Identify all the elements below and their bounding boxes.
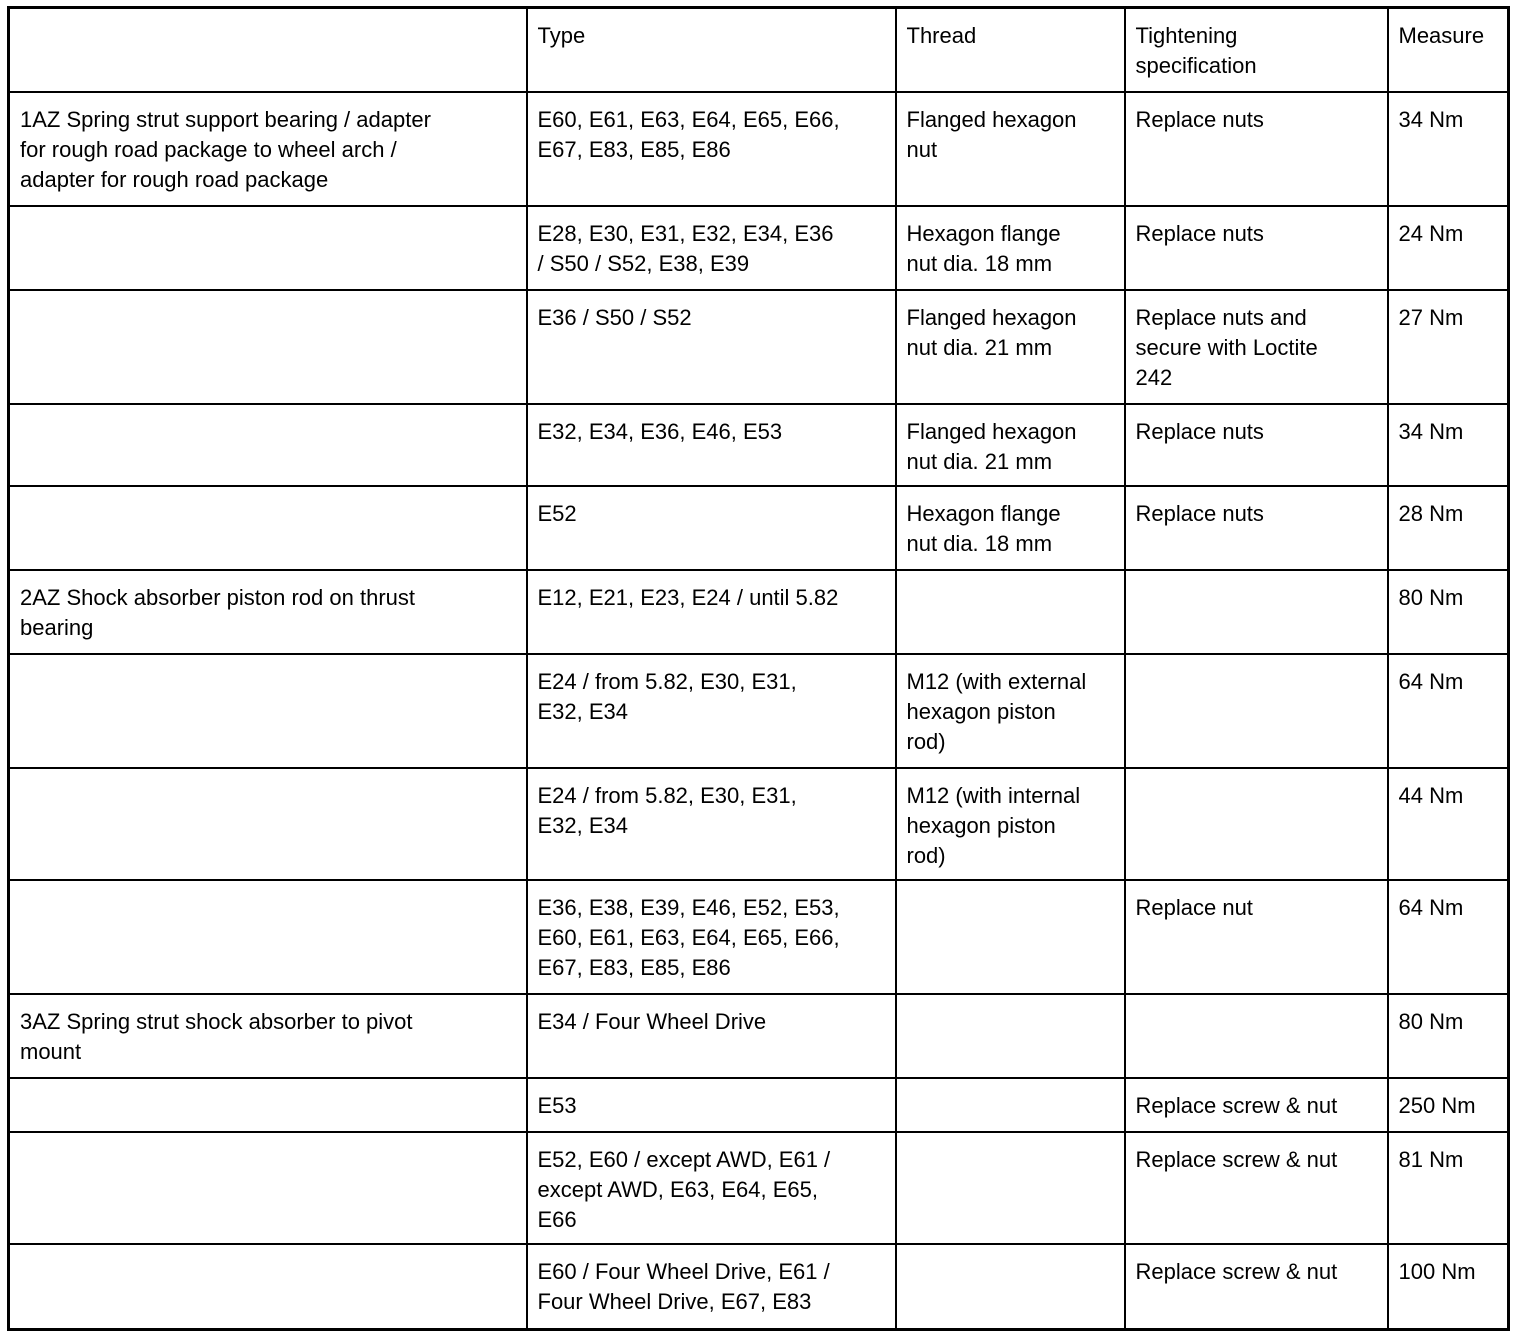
cell-thread: Flanged hexagon nut dia. 21 mm	[896, 404, 1125, 486]
cell-tightening	[1125, 768, 1388, 880]
cell-measure: 24 Nm	[1388, 206, 1509, 290]
cell-description	[9, 486, 527, 570]
table-row	[9, 206, 1509, 290]
cell-thread: Flanged hexagon nut	[896, 92, 1125, 206]
table-row	[9, 994, 1509, 1078]
cell-measure: 250 Nm	[1388, 1078, 1509, 1132]
cell-measure: 100 Nm	[1388, 1244, 1509, 1330]
cell-tightening: Replace nuts	[1125, 92, 1388, 206]
cell-tightening	[1125, 994, 1388, 1078]
table-row	[9, 654, 1509, 768]
cell-description	[9, 768, 527, 880]
cell-description	[9, 1244, 527, 1330]
table-row	[9, 92, 1509, 206]
cell-description	[9, 206, 527, 290]
cell-tightening	[1125, 570, 1388, 654]
table-row	[9, 404, 1509, 486]
cell-tightening: Replace screw & nut	[1125, 1078, 1388, 1132]
cell-measure: 64 Nm	[1388, 654, 1509, 768]
cell-description: 2AZ Shock absorber piston rod on thrust bearing	[9, 570, 527, 654]
table-row	[9, 768, 1509, 880]
cell-type: E36 / S50 / S52	[527, 290, 896, 404]
cell-description	[9, 880, 527, 994]
cell-measure: 64 Nm	[1388, 880, 1509, 994]
cell-thread: M12 (with external hexagon piston rod)	[896, 654, 1125, 768]
cell-description	[9, 654, 527, 768]
cell-thread	[896, 1244, 1125, 1330]
cell-thread: Flanged hexagon nut dia. 21 mm	[896, 290, 1125, 404]
cell-type: E12, E21, E23, E24 / until 5.82	[527, 570, 896, 654]
cell-type: E32, E34, E36, E46, E53	[527, 404, 896, 486]
cell-tightening: Replace nut	[1125, 880, 1388, 994]
cell-type: E36, E38, E39, E46, E52, E53, E60, E61, E63, E64, E65, E66, E67, E83, E85, E86	[527, 880, 896, 994]
cell-thread	[896, 1132, 1125, 1244]
cell-measure: 34 Nm	[1388, 92, 1509, 206]
cell-description	[9, 290, 527, 404]
cell-description	[9, 1078, 527, 1132]
cell-measure: 27 Nm	[1388, 290, 1509, 404]
cell-measure: 28 Nm	[1388, 486, 1509, 570]
torque-spec-table	[7, 6, 1510, 1331]
cell-tightening: Replace nuts	[1125, 404, 1388, 486]
cell-thread: Hexagon flange nut dia. 18 mm	[896, 486, 1125, 570]
cell-type: E34 / Four Wheel Drive	[527, 994, 896, 1078]
cell-thread: M12 (with internal hexagon piston rod)	[896, 768, 1125, 880]
cell-measure: 80 Nm	[1388, 994, 1509, 1078]
cell-thread	[896, 880, 1125, 994]
cell-thread	[896, 1078, 1125, 1132]
cell-description	[9, 404, 527, 486]
cell-tightening: Replace nuts	[1125, 486, 1388, 570]
cell-type: E60, E61, E63, E64, E65, E66, E67, E83, E85, E86	[527, 92, 896, 206]
header-description	[9, 8, 527, 92]
header-measure: Measure	[1388, 8, 1509, 92]
cell-type: E28, E30, E31, E32, E34, E36 / S50 / S52, E38, E39	[527, 206, 896, 290]
table-row	[9, 1078, 1509, 1132]
cell-tightening: Replace nuts	[1125, 206, 1388, 290]
cell-measure: 81 Nm	[1388, 1132, 1509, 1244]
cell-tightening: Replace nuts and secure with Loctite 242	[1125, 290, 1388, 404]
table-header-row	[9, 8, 1509, 92]
cell-measure: 34 Nm	[1388, 404, 1509, 486]
cell-type: E53	[527, 1078, 896, 1132]
cell-type: E24 / from 5.82, E30, E31, E32, E34	[527, 768, 896, 880]
cell-description: 3AZ Spring strut shock absorber to pivot mount	[9, 994, 527, 1078]
cell-type: E24 / from 5.82, E30, E31, E32, E34	[527, 654, 896, 768]
header-tightening: Tightening specification	[1125, 8, 1388, 92]
table-row	[9, 570, 1509, 654]
cell-thread	[896, 994, 1125, 1078]
cell-thread: Hexagon flange nut dia. 18 mm	[896, 206, 1125, 290]
cell-type: E52, E60 / except AWD, E61 / except AWD, E63, E64, E65, E66	[527, 1132, 896, 1244]
cell-tightening: Replace screw & nut	[1125, 1244, 1388, 1330]
cell-measure: 44 Nm	[1388, 768, 1509, 880]
header-thread: Thread	[896, 8, 1125, 92]
cell-description	[9, 1132, 527, 1244]
cell-type: E60 / Four Wheel Drive, E61 / Four Wheel Drive, E67, E83	[527, 1244, 896, 1330]
table-row	[9, 880, 1509, 994]
table-row	[9, 486, 1509, 570]
cell-thread	[896, 570, 1125, 654]
table-row	[9, 1132, 1509, 1244]
cell-description: 1AZ Spring strut support bearing / adapter for rough road package to wheel arch / adapter for rough road package	[9, 92, 527, 206]
cell-tightening	[1125, 654, 1388, 768]
header-type: Type	[527, 8, 896, 92]
table-row	[9, 290, 1509, 404]
cell-tightening: Replace screw & nut	[1125, 1132, 1388, 1244]
table-row	[9, 1244, 1509, 1330]
cell-type: E52	[527, 486, 896, 570]
cell-measure: 80 Nm	[1388, 570, 1509, 654]
